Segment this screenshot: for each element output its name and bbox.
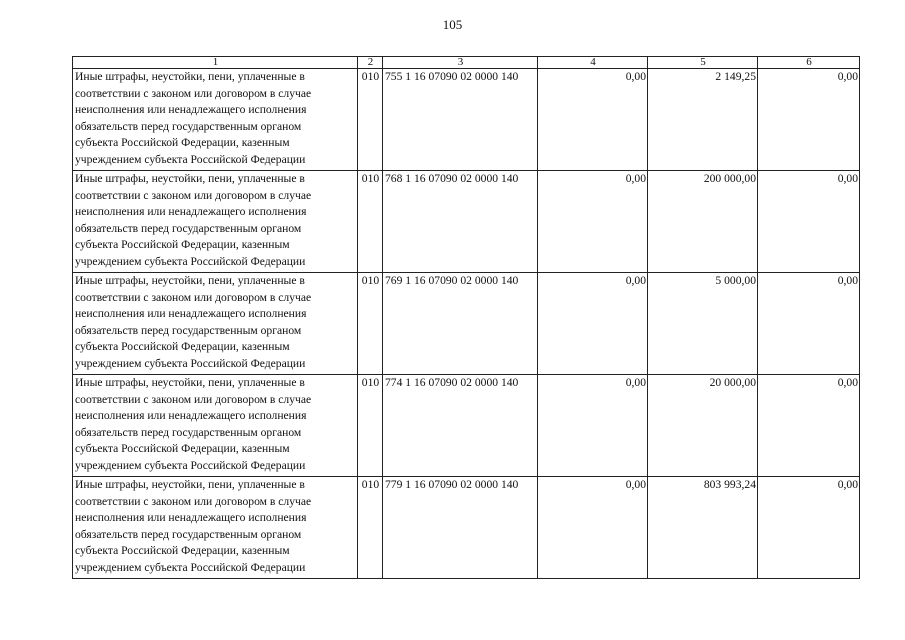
row-budget-code: 768 1 16 07090 02 0000 140 <box>383 171 538 273</box>
row-description: Иные штрафы, неустойки, пени, уплаченные в соответствии с законом или договором в случае неисполнения или ненадлежащего исполнения обязательств перед государственным органом субъекта Российской Федерации, казенным учреждением субъекта Российской Федерации <box>73 171 358 273</box>
row-budget-code: 769 1 16 07090 02 0000 140 <box>383 273 538 375</box>
table-row <box>73 375 860 477</box>
column-header-2: 2 <box>358 57 383 69</box>
row-value-col6: 0,00 <box>758 273 860 375</box>
column-header-6: 6 <box>758 57 860 69</box>
row-value-col4: 0,00 <box>538 375 648 477</box>
row-line-code: 010 <box>358 171 383 273</box>
column-header-1: 1 <box>73 57 358 69</box>
row-value-col6: 0,00 <box>758 69 860 171</box>
table-row <box>73 171 860 273</box>
row-value-col5: 803 993,24 <box>648 477 758 579</box>
row-value-col4: 0,00 <box>538 273 648 375</box>
row-description: Иные штрафы, неустойки, пени, уплаченные в соответствии с законом или договором в случае неисполнения или ненадлежащего исполнения обязательств перед государственным органом субъекта Российской Федерации, казенным учреждением субъекта Российской Федерации <box>73 477 358 579</box>
table-row <box>73 273 860 375</box>
page-number: 105 <box>442 17 463 32</box>
column-header-3: 3 <box>383 57 538 69</box>
row-budget-code: 774 1 16 07090 02 0000 140 <box>383 375 538 477</box>
row-description: Иные штрафы, неустойки, пени, уплаченные в соответствии с законом или договором в случае неисполнения или ненадлежащего исполнения обязательств перед государственным органом субъекта Российской Федерации, казенным учреждением субъекта Российской Федерации <box>73 375 358 477</box>
row-value-col4: 0,00 <box>538 69 648 171</box>
row-value-col6: 0,00 <box>758 477 860 579</box>
row-value-col5: 20 000,00 <box>648 375 758 477</box>
row-line-code: 010 <box>358 273 383 375</box>
row-value-col5: 200 000,00 <box>648 171 758 273</box>
column-header-5: 5 <box>648 57 758 69</box>
row-line-code: 010 <box>358 69 383 171</box>
row-value-col4: 0,00 <box>538 477 648 579</box>
column-header-4: 4 <box>538 57 648 69</box>
table-header-row <box>73 57 860 69</box>
row-value-col6: 0,00 <box>758 375 860 477</box>
table-row <box>73 477 860 579</box>
row-line-code: 010 <box>358 477 383 579</box>
row-description: Иные штрафы, неустойки, пени, уплаченные в соответствии с законом или договором в случае неисполнения или ненадлежащего исполнения обязательств перед государственным органом субъекта Российской Федерации, казенным учреждением субъекта Российской Федерации <box>73 69 358 171</box>
table-row <box>73 69 860 171</box>
row-value-col5: 2 149,25 <box>648 69 758 171</box>
row-budget-code: 755 1 16 07090 02 0000 140 <box>383 69 538 171</box>
row-value-col4: 0,00 <box>538 171 648 273</box>
row-description: Иные штрафы, неустойки, пени, уплаченные в соответствии с законом или договором в случае неисполнения или ненадлежащего исполнения обязательств перед государственным органом субъекта Российской Федерации, казенным учреждением субъекта Российской Федерации <box>73 273 358 375</box>
budget-table <box>72 56 860 579</box>
row-line-code: 010 <box>358 375 383 477</box>
row-budget-code: 779 1 16 07090 02 0000 140 <box>383 477 538 579</box>
row-value-col6: 0,00 <box>758 171 860 273</box>
row-value-col5: 5 000,00 <box>648 273 758 375</box>
